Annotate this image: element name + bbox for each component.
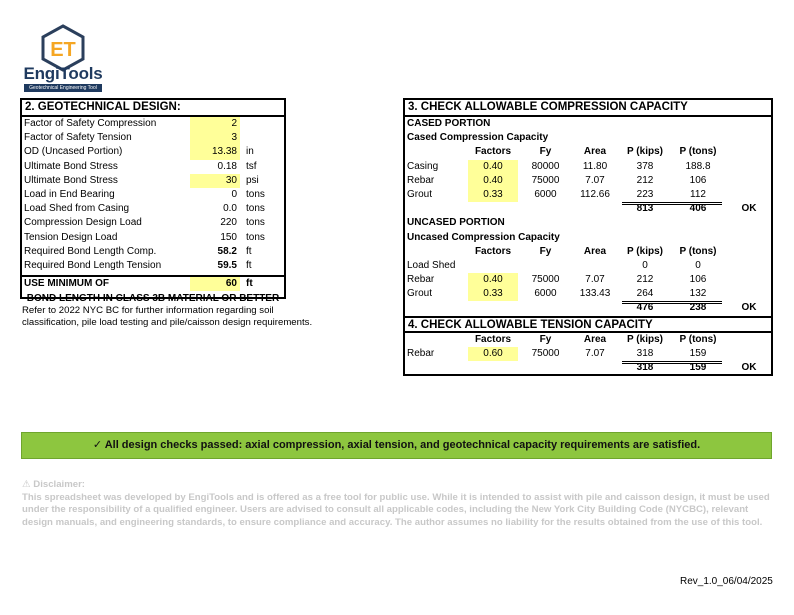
geotech-unit: ft (246, 259, 252, 271)
material-pkips: 212 (636, 274, 654, 286)
material-area: 112.66 (580, 188, 610, 200)
geotech-row (22, 131, 284, 145)
geotech-value: 0 (231, 188, 237, 200)
material-area: 7.07 (585, 274, 605, 286)
tension-total-row (405, 361, 771, 375)
geotech-row (22, 245, 284, 259)
header-area: Area (583, 245, 607, 257)
uncased-header-row (405, 245, 771, 259)
geotech-value: 220 (220, 217, 237, 229)
header-fy: Fy (539, 245, 552, 257)
logo-letters: ET (50, 39, 76, 61)
geotechnical-design-section (20, 98, 286, 305)
tension-pkips: 318 (636, 347, 654, 359)
material-fy: 6000 (534, 288, 557, 300)
geotech-label: Ultimate Bond Stress (24, 174, 118, 186)
geotech-label: OD (Uncased Portion) (24, 146, 123, 158)
geotech-unit: tons (246, 188, 265, 200)
material-row (405, 188, 771, 202)
load-shed-ptons: 0 (695, 259, 701, 271)
geotech-unit: tsf (246, 160, 257, 172)
geotech-label: Load Shed from Casing (24, 203, 130, 215)
material-ptons: 188.8 (685, 160, 711, 172)
geotech-row (22, 202, 284, 216)
geotech-unit (244, 117, 284, 131)
geotech-row (22, 216, 284, 230)
material-fy: 75000 (531, 274, 560, 286)
header-ptons: P (tons) (679, 245, 717, 257)
tension-factor[interactable]: 0.60 (468, 347, 518, 361)
material-row (405, 273, 771, 287)
disclaimer-title: ⚠ Disclaimer: (22, 479, 85, 490)
uncased-subtitle: Uncased Compression Capacity (407, 231, 560, 243)
tension-header-row (405, 333, 771, 347)
material-name: Grout (407, 188, 433, 200)
uncased-total-ptons: 238 (689, 302, 707, 314)
material-area: 7.07 (585, 174, 605, 186)
minimum-label: USE MINIMUM OF (24, 278, 109, 290)
material-row (405, 287, 771, 301)
material-fy: 6000 (534, 188, 557, 200)
minimum-value[interactable]: 60 (190, 277, 240, 291)
header-ptons: P (tons) (679, 146, 717, 158)
uncased-portion-title: UNCASED PORTION (407, 217, 505, 229)
code-reference-note: Refer to 2022 NYC BC for further information regarding soil classification, pile load testing and pile/caisson design requirements. (22, 305, 313, 328)
geotech-row (22, 160, 284, 174)
geotech-row (22, 188, 284, 202)
material-factor[interactable]: 0.40 (468, 273, 518, 287)
geotech-value: 150 (220, 231, 237, 243)
material-pkips: 223 (636, 188, 654, 200)
tension-total-ptons: 159 (689, 362, 707, 373)
geotech-label: Factor of Safety Tension (24, 132, 132, 144)
geotech-value[interactable]: 30 (190, 174, 240, 188)
tension-rebar-row (405, 347, 771, 361)
geotech-row (22, 231, 284, 245)
material-factor[interactable]: 0.40 (468, 174, 518, 188)
material-name: Casing (407, 160, 439, 172)
cased-rows (405, 160, 771, 203)
uncased-total-row (405, 301, 771, 315)
disclaimer (22, 479, 772, 529)
material-ptons: 132 (689, 288, 707, 300)
compression-title: 3. CHECK ALLOWABLE COMPRESSION CAPACITY (405, 100, 771, 117)
header-pkips: P (kips) (627, 146, 663, 158)
uncased-rows (405, 273, 771, 301)
load-shed-pkips: 0 (642, 259, 648, 271)
material-name: Grout (407, 288, 433, 300)
geotech-row (22, 259, 284, 273)
tension-ptons: 159 (689, 347, 707, 359)
capacity-section (403, 98, 773, 376)
geotech-value: 59.5 (217, 259, 237, 271)
cased-subtitle: Cased Compression Capacity (407, 132, 549, 144)
cased-total-row (405, 202, 771, 216)
header-fy: Fy (539, 333, 552, 345)
geotech-unit: tons (246, 203, 265, 215)
material-ptons: 106 (689, 174, 707, 186)
header-pkips: P (kips) (627, 333, 663, 345)
geotech-label: Factor of Safety Compression (24, 118, 157, 129)
material-ptons: 112 (690, 188, 706, 200)
cased-portion-title: CASED PORTION (407, 118, 491, 129)
cased-total-pkips: 813 (636, 203, 654, 215)
tension-status: OK (741, 362, 757, 373)
geotech-label: Ultimate Bond Stress (24, 160, 118, 172)
uncased-total-pkips: 476 (636, 302, 654, 314)
geotech-label: Load in End Bearing (24, 188, 115, 200)
logo-tagline: Geotechnical Engineering Tool (24, 84, 102, 92)
revision-label: Rev_1.0_06/04/2025 (680, 576, 773, 587)
uncased-status: OK (741, 302, 757, 314)
geotech-unit: tons (246, 217, 265, 229)
material-factor[interactable]: 0.40 (468, 160, 518, 174)
load-shed-row (405, 259, 771, 273)
bond-length-note: BOND LENGTH IN CLASS 3B MATERIAL OR BETTER (26, 293, 280, 305)
material-fy: 80000 (531, 160, 560, 172)
tension-fy: 75000 (531, 347, 560, 359)
disclaimer-text: This spreadsheet was developed by EngiTools and is offered as a free tool for public use. While it is intended to assist with pile and caisson design, it must be used under the responsibility of a qualified engineer. Users are advised to consult all applicable codes, including the New York City Building Code (NYCBC), relevant design manuals, and engineering standards, to ensure compliance and accuracy. The author assumes no liability for the results obtained from the use of this tool. (22, 491, 770, 528)
material-area: 11.80 (582, 160, 608, 172)
section-title: 2. GEOTECHNICAL DESIGN: (22, 100, 284, 117)
header-factors: Factors (474, 146, 512, 158)
tension-name: Rebar (407, 347, 435, 359)
geotech-value: 0.0 (223, 203, 237, 215)
logo-name: EngiTools (23, 64, 103, 83)
geotech-label: Required Bond Length Tension (24, 259, 162, 271)
header-pkips: P (kips) (627, 245, 663, 257)
material-area: 133.43 (579, 288, 611, 300)
header-factors: Factors (474, 333, 512, 345)
material-pkips: 264 (636, 288, 654, 300)
geotech-unit: in (246, 146, 254, 158)
minimum-unit: ft (246, 278, 253, 290)
material-pkips: 378 (636, 160, 654, 172)
material-fy: 75000 (531, 174, 560, 186)
geotech-row (22, 174, 284, 188)
success-banner: ✓ All design checks passed: axial compression, axial tension, and geotechnical capacity requirements are satisfied. (21, 432, 772, 459)
material-row (405, 160, 771, 174)
geotech-label: Required Bond Length Comp. (24, 245, 157, 257)
geotech-unit: tons (246, 231, 265, 243)
header-area: Area (583, 333, 607, 345)
logo (20, 20, 126, 100)
geotech-value: 58.2 (217, 245, 237, 257)
material-name: Rebar (407, 274, 435, 286)
geotech-unit (244, 131, 284, 145)
material-row (405, 174, 771, 188)
geotech-label: Compression Design Load (24, 217, 142, 229)
tension-total-pkips: 318 (636, 362, 654, 373)
cased-total-ptons: 406 (689, 203, 707, 215)
geotech-value[interactable]: 2 (190, 117, 240, 131)
geotech-row (22, 145, 284, 159)
header-area: Area (583, 146, 607, 158)
load-shed-label: Load Shed (407, 259, 456, 271)
material-factor[interactable]: 0.33 (468, 287, 518, 301)
geotech-value[interactable]: 13.38 (190, 145, 240, 159)
geotech-unit: ft (246, 245, 252, 257)
minimum-length-row (22, 275, 284, 291)
geotech-unit: psi (246, 174, 259, 186)
header-ptons: P (tons) (679, 333, 717, 345)
geotech-value[interactable]: 3 (190, 131, 240, 145)
material-pkips: 212 (636, 174, 654, 186)
header-factors: Factors (474, 245, 512, 257)
material-factor[interactable]: 0.33 (468, 188, 518, 202)
header-fy: Fy (539, 146, 552, 158)
geotech-value: 0.18 (217, 160, 237, 172)
cased-status: OK (741, 203, 757, 215)
cased-header-row (405, 145, 771, 159)
tension-area: 7.07 (585, 347, 605, 359)
geotech-row (22, 117, 284, 131)
tension-title: 4. CHECK ALLOWABLE TENSION CAPACITY (405, 316, 771, 333)
geotech-rows (22, 117, 284, 273)
material-name: Rebar (407, 174, 435, 186)
material-ptons: 106 (689, 274, 707, 286)
geotech-label: Tension Design Load (24, 231, 118, 243)
